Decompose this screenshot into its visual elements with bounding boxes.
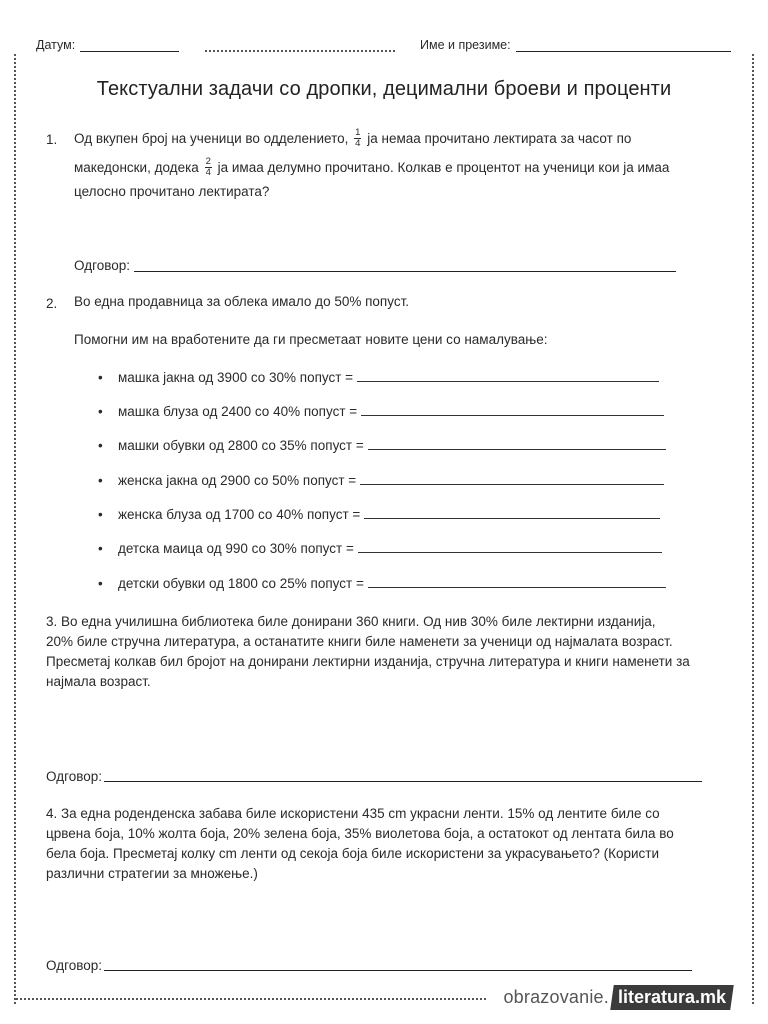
logo-text-literatura: literatura.mk — [610, 985, 734, 1010]
task2-item-answer-field[interactable] — [364, 508, 660, 519]
task1-text-b: ја немаа прочитано лектирата за часот по — [367, 131, 632, 147]
task1-answer-label: Одговор: — [74, 258, 131, 273]
task2-item: • машка јакна од 3900 со 30% попуст = — [98, 370, 659, 385]
bottom-border — [16, 998, 486, 1000]
task2-number: 2. — [46, 296, 58, 311]
task2-item: • машки обувки од 2800 со 35% попуст = — [98, 438, 666, 453]
task4-line1: 4. За една роденденска забава биле искористени 435 cm украсни ленти. 15% од лентите биле со — [46, 806, 660, 821]
top-border-left — [205, 50, 395, 52]
task2-item: • детска маица од 990 со 30% попуст = — [98, 541, 662, 556]
task2-item-answer-field[interactable] — [358, 542, 662, 553]
fraction-two-quarters: $\frac{2}{4}$ — [205, 156, 211, 178]
left-border — [14, 54, 16, 1004]
task2-item-answer-field[interactable] — [368, 577, 666, 588]
task2-item-answer-field[interactable] — [357, 371, 659, 382]
task4-line4: различни стратегии за множење.) — [46, 866, 258, 881]
task2-item-answer-field[interactable] — [361, 405, 664, 416]
task2-line2: Помогни им на вработените да ги пресметаат новите цени со намалување: — [74, 332, 548, 347]
task1-line2 — [74, 158, 669, 179]
task3-line1: 3. Во една училишна библиотека биле донирани 360 книги. Од нив 30% биле лектирни изданија, — [46, 614, 656, 629]
task4-line3: бела боја. Пресметај колку cm ленти од секоја боја биле искористени за украсувањето? (Користи — [46, 846, 660, 861]
task3-line3: Пресметај колкав бил бројот на донирани лектирни изданија, стручна литература и книги наменети за — [46, 654, 690, 669]
name-label: Име и презиме: — [420, 38, 511, 52]
task2-line1: Во една продавница за облека имало до 50% попуст. — [74, 294, 410, 309]
task4-answer-field[interactable] — [104, 970, 692, 971]
task2-item: • машка блуза од 2400 со 40% попуст = — [98, 404, 664, 419]
fraction-one-quarter: $\frac{1}{4}$ — [355, 127, 361, 149]
task4-answer-label: Одговор: — [46, 958, 103, 973]
date-field[interactable] — [80, 51, 179, 52]
task2-item-answer-field[interactable] — [360, 474, 664, 485]
site-logo[interactable] — [503, 984, 732, 1010]
date-label: Датум: — [36, 38, 76, 52]
task2-item-answer-field[interactable] — [368, 439, 666, 450]
task3-line4: најмала возраст. — [46, 674, 151, 689]
task3-line2: 20% биле стручна литература, а останатите книги биле наменети за ученици од најмалата возраст. — [46, 634, 673, 649]
task3-answer-label: Одговор: — [46, 769, 103, 784]
name-field[interactable] — [516, 51, 731, 52]
logo-text-obrazovanie: obrazovanie. — [503, 986, 609, 1007]
right-border — [752, 54, 754, 1004]
task2-item: • женска јакна од 2900 со 50% попуст = — [98, 473, 664, 488]
task4-line2: црвена боја, 10% жолта боја, 20% зелена боја, 35% виолетова боја, а остатокот од лентата била во — [46, 826, 674, 841]
page-title: Текстуални задачи со дропки, децимални броеви и проценти — [96, 78, 672, 100]
task1-answer-field[interactable] — [134, 271, 676, 272]
task1-number: 1. — [46, 132, 58, 147]
task1-text-c: македонски, додека — [74, 160, 199, 176]
task1-line1 — [74, 129, 631, 150]
task2-item: • детски обувки од 1800 со 25% попуст = — [98, 576, 666, 591]
task1-text-a: Од вкупен број на ученици во одделението, — [74, 131, 349, 147]
task1-line3: целосно прочитано лектирата? — [74, 184, 270, 199]
task3-answer-field[interactable] — [104, 781, 702, 782]
task2-item: • женска блуза од 1700 со 40% попуст = — [98, 507, 660, 522]
task1-text-d: ја имаа делумно прочитано. Колкав е процентот на ученици кои ја имаа — [217, 160, 670, 176]
